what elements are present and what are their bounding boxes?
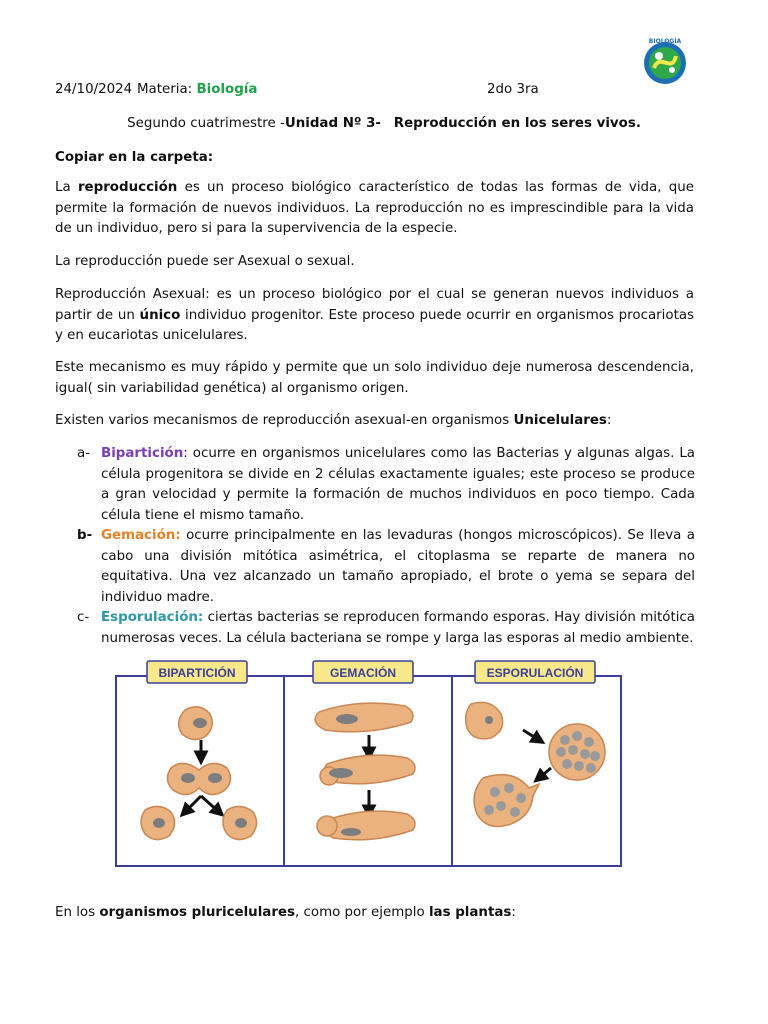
logo-text: BIOLOGÍA	[648, 38, 682, 45]
closing-bold1: organismos pluricelulares	[99, 905, 295, 920]
asexual-reproduction-figure	[115, 660, 623, 868]
mechanisms-list	[55, 444, 695, 649]
list-item-text: ocurre en organismos unicelulares como las Bacterias y algunas algas. La célula progenitora se divide en 2 células exactamente iguales; este proceso se produce a gran velocidad y permite la formación de muchos individuos en poco tiempo. Cada célula tiene el mismo tamaño.	[101, 446, 695, 523]
list-item-biparticion	[55, 444, 695, 526]
closing-a: En los	[55, 905, 100, 920]
p5-a: Existen varios mecanismos de reproducción asexual-en organismos	[55, 413, 514, 428]
title-prefix: Segundo cuatrimestre -	[127, 116, 285, 131]
list-marker: c-	[77, 610, 90, 625]
unit-title	[0, 116, 768, 131]
svg-text:GEMACIÓN: GEMACIÓN	[330, 666, 396, 680]
biology-logo	[634, 34, 694, 88]
panel-label-esporulacion	[475, 661, 595, 683]
p1-bold: reproducción	[77, 180, 178, 195]
paragraph-asexual	[55, 285, 694, 347]
list-item-esporulacion	[55, 608, 695, 649]
term-esporulacion: Esporulación:	[101, 610, 204, 625]
p3-bold: único	[139, 307, 181, 323]
date: 24/10/2024	[55, 82, 133, 97]
panel-label-gemacion	[313, 661, 413, 683]
list-item-text: ocurre principalmente en las levaduras (hongos microscópicos). Se lleva a cabo una división mitótica asimétrica, el citoplasma se reparte de manera no equitativa. Una vez alcanzado un tamaño apropiado, el brote o yema se separa del individuo madre.	[101, 528, 695, 605]
p5-b: :	[606, 413, 612, 428]
paragraph-mechanism: Este mecanismo es muy rápido y permite que un solo individuo deje numerosa descendencia, igual( sin variabilidad genética) al organismo origen.	[55, 360, 694, 396]
list-item-gemacion	[55, 526, 695, 608]
title-topic: Reproducción en los seres vivos.	[393, 116, 641, 131]
svg-text:ESPORULACIÓN: ESPORULACIÓN	[486, 666, 584, 680]
panel-label-biparticion	[147, 661, 247, 683]
paragraph-definition	[55, 178, 694, 240]
term-separator: :	[183, 446, 188, 461]
list-item-text: ciertas bacterias se reproducen formando esporas. Hay división mitótica numerosas veces. La célula bacteriana se rompe y larga las esporas al medio ambiente.	[101, 610, 695, 646]
copy-instruction-text: Copiar en la carpeta:	[55, 150, 214, 165]
p5-bold: Unicelulares	[513, 413, 607, 428]
copy-instruction	[55, 148, 694, 169]
subject-line	[137, 82, 257, 97]
subject-label: Materia:	[137, 82, 197, 97]
closing-c: :	[511, 905, 516, 920]
paragraph-multicellular	[55, 903, 694, 924]
list-marker: b-	[77, 528, 93, 543]
p3-a: Reproducción Asexual: es un proceso biológico por el cual se generan nuevos individuos a partir de un	[55, 287, 694, 323]
course: 2do 3ra	[487, 82, 539, 97]
term-biparticion: Bipartición	[101, 446, 184, 461]
gemacion-illustration	[315, 703, 415, 840]
term-gemacion: Gemación:	[101, 528, 181, 543]
title-unit: Unidad Nº 3-	[284, 116, 381, 131]
p1-a: La	[55, 180, 78, 195]
document-header	[55, 82, 715, 102]
subject-name: Biología	[196, 82, 258, 97]
list-marker: a-	[77, 446, 91, 461]
svg-text:BIPARTICIÓN: BIPARTICIÓN	[158, 666, 236, 680]
p3-b: individuo progenitor. Este proceso puede ocurrir en organismos procariotas y en eucariotas unicelulares.	[55, 307, 694, 343]
paragraph-types: La reproducción puede ser Asexual o sexual.	[55, 254, 355, 269]
p1-b: es un proceso biológico característico de todas las formas de vida, que permite la formación de nuevos individuos. La reproducción no es imprescindible para la vida de un individuo, pero si para la supervivencia de la especie.	[55, 180, 694, 236]
closing-b: , como por ejemplo	[295, 905, 429, 920]
paragraph-unicellular	[55, 411, 694, 432]
closing-bold2: las plantas	[428, 905, 512, 920]
